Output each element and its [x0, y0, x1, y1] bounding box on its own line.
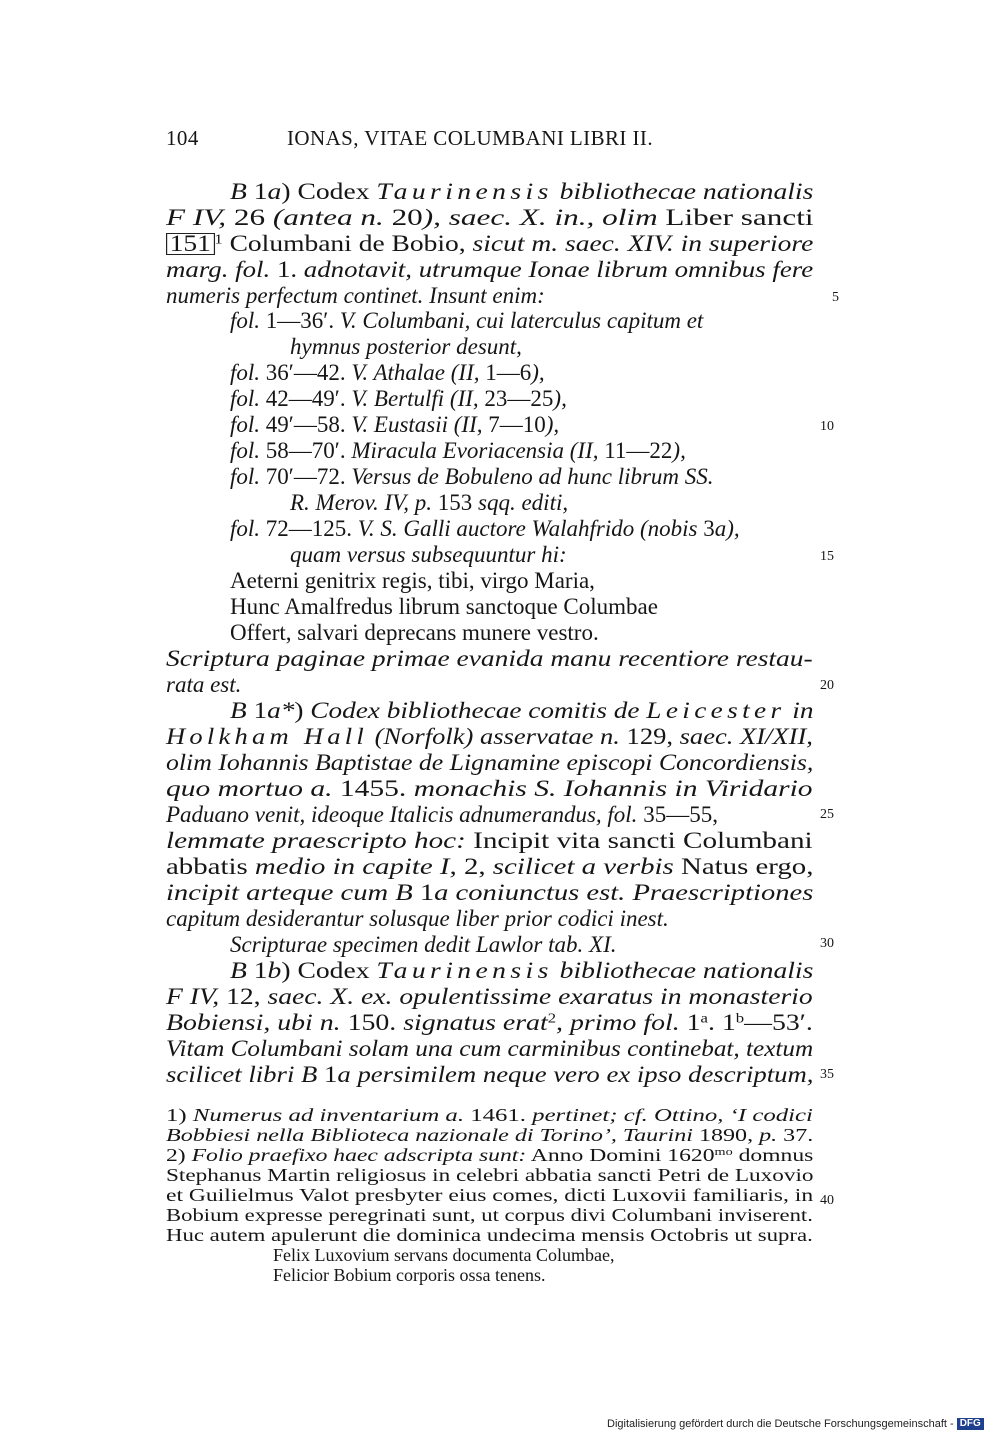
text-segment: 7—10: [482, 412, 546, 437]
text-segment: abbatis: [166, 854, 255, 879]
footnote-line: [166, 1105, 813, 1125]
text-segment: a),: [714, 516, 740, 541]
text-segment: 129,: [619, 724, 680, 749]
text-line: [166, 1010, 813, 1036]
text-segment: p.: [759, 1125, 778, 1145]
text-segment: numeris perfectum continet. Insunt enim:: [166, 283, 545, 308]
line-number: 40: [820, 1193, 834, 1208]
text-segment: 35—55,: [637, 802, 718, 827]
text-line: [166, 205, 814, 231]
footnote-line: [166, 1125, 813, 1145]
text-segment: monachis S. Iohannis in Viridario: [413, 776, 813, 801]
text-segment: Vitam Columbani solam una cum carminibus continebat, textum: [166, 1036, 814, 1061]
text-segment: rata est.: [166, 672, 242, 697]
text-segment: 153: [432, 490, 479, 515]
text-segment: Incipit vita sancti Columbani: [465, 828, 813, 853]
text-segment: Scriptura paginae primae evanida manu recentiore restau-: [166, 646, 813, 671]
text-segment: domnus: [732, 1145, 814, 1165]
text-segment: V. S. Galli auctore Walahfrido (nobis: [357, 516, 698, 541]
superscript: a: [700, 1010, 708, 1026]
text-segment: ): [281, 179, 298, 204]
text-segment: (antea n.: [272, 205, 384, 230]
text-segment: Felicior Bobium corporis ossa tenens.: [273, 1265, 546, 1285]
text-segment: Folio praefixo haec adscripta sunt:: [191, 1145, 527, 1165]
text-segment: quam versus subsequuntur hi:: [290, 542, 567, 567]
text-segment: bibliothecae nationalis: [552, 179, 814, 204]
text-segment: pertinet; cf. Ottino, ‘I codici: [532, 1105, 813, 1125]
text-line: [166, 724, 813, 750]
credit-text: Digitalisierung gefördert durch die Deutsche Forschungsgemeinschaft -: [607, 1418, 954, 1430]
text-segment: 1: [317, 1062, 338, 1087]
text-segment: Felix Luxovium servans documenta Columbae,: [273, 1245, 615, 1265]
text-segment: bibliothecae nationalis: [552, 958, 814, 983]
text-segment: Hunc Amalfredus librum sanctoque Columbae: [230, 594, 658, 619]
text-segment: 36′—42.: [260, 360, 352, 385]
text-segment: saec. X. ex. opulentissime exaratus in monasterio: [267, 984, 813, 1009]
text-segment: 72—125.: [260, 516, 358, 541]
text-segment: a: [267, 179, 282, 204]
text-segment: 2,: [456, 854, 493, 879]
text-line: [290, 334, 522, 360]
text-line: [166, 880, 813, 906]
text-line: [166, 984, 813, 1010]
digitization-credit: [607, 1418, 984, 1431]
text-segment: Taurinensis: [376, 179, 553, 204]
text-segment: 3: [697, 516, 715, 541]
text-line: [166, 283, 545, 309]
text-segment: 2): [166, 1145, 192, 1165]
text-line: [230, 438, 686, 464]
text-segment: Miracula Evoriacensia (II,: [351, 438, 599, 463]
text-segment: 1890,: [692, 1125, 760, 1145]
text-line: [290, 490, 568, 516]
text-segment: Columbani de Bobio,: [222, 231, 473, 256]
text-segment: quo mortuo a.: [166, 776, 333, 801]
text-segment: 1): [166, 1105, 193, 1125]
text-segment: Huc autem apulerunt die dominica undecima mensis Octobris ut supra.: [166, 1225, 813, 1245]
text-segment: adnotavit, utrumque Ionae librum omnibus fere: [303, 257, 814, 282]
text-segment: 1461.: [464, 1105, 533, 1125]
text-segment: incipit arteque cum B: [166, 880, 413, 905]
text-segment: 1—6: [479, 360, 532, 385]
text-segment: Scripturae specimen dedit Lawlor tab. XI.: [230, 932, 617, 957]
text-segment: V. Athalae (II,: [351, 360, 480, 385]
text-segment: Leicester: [646, 698, 786, 723]
text-segment: a persimilem neque vero ex ipso descriptum,: [337, 1062, 814, 1087]
text-segment: Stephanus Martin religiosus in celebri abbatia sancti Petri de Luxovio: [166, 1165, 814, 1185]
text-segment: 70′—72.: [260, 464, 352, 489]
text-line: [166, 1062, 813, 1088]
text-segment: scilicet libri B: [166, 1062, 318, 1087]
text-segment: fol.: [230, 360, 261, 385]
text-segment: Taurinensis: [376, 958, 553, 983]
text-line: [230, 308, 703, 334]
footnote-line: [273, 1265, 545, 1285]
text-segment: B: [230, 179, 247, 204]
text-segment: F IV,: [166, 984, 220, 1009]
text-segment: medio in capite I,: [254, 854, 457, 879]
text-segment: (Norfolk) asservatae n.: [367, 724, 620, 749]
text-segment: lemmate praescripto hoc:: [166, 828, 466, 853]
text-segment: sicut m. saec. XIV. in superiore: [472, 231, 814, 256]
text-segment: Bobiensi, ubi n.: [166, 1010, 341, 1035]
footnote-line: [166, 1185, 813, 1205]
text-segment: ): [294, 698, 311, 723]
text-segment: marg. fol.: [166, 257, 271, 282]
superscript: 2: [547, 1010, 557, 1026]
text-segment: a coniunctus est. Praescriptiones: [434, 880, 814, 905]
text-segment: hymnus posterior desunt,: [290, 334, 522, 359]
text-segment: Liber sancti: [657, 205, 814, 230]
text-segment: fol.: [230, 464, 261, 489]
text-segment: 1: [246, 698, 268, 723]
text-segment: 1—36′.: [260, 308, 340, 333]
text-segment: F IV,: [166, 205, 227, 230]
text-segment: ),: [545, 412, 560, 437]
text-segment: B: [230, 958, 247, 983]
text-segment: et Guilielmus Valot presbyter eius comes, dicti Luxovii familiaris, in: [166, 1185, 814, 1205]
text-line: [166, 257, 813, 283]
text-segment: Codex: [297, 958, 377, 983]
line-number: 15: [820, 549, 834, 564]
dfg-logo-icon: DFG: [957, 1418, 984, 1430]
text-segment: Codex bibliothecae comitis de: [310, 698, 647, 723]
text-segment: 1: [246, 958, 268, 983]
text-segment: 37.: [777, 1125, 814, 1145]
text-line: [166, 672, 241, 698]
text-line: [230, 932, 617, 958]
text-segment: saec. XI/XII,: [679, 724, 813, 749]
text-line: [166, 802, 718, 828]
text-segment: a*: [267, 698, 295, 723]
superscript: 1: [214, 231, 223, 247]
text-segment: Holkham Hall: [166, 724, 368, 749]
running-title: IONAS, VITAE COLUMBANI LIBRI II.: [287, 126, 654, 150]
footnote-line: [166, 1165, 814, 1185]
text-segment: fol.: [230, 516, 261, 541]
text-line: [166, 231, 813, 257]
text-segment: scilicet a verbis: [492, 854, 674, 879]
text-line: [166, 854, 813, 880]
text-segment: [512, 205, 520, 230]
text-segment: 1455.: [332, 776, 414, 801]
text-line: [230, 179, 813, 205]
text-segment: X. in.,: [519, 205, 595, 230]
text-segment: 1.: [270, 257, 304, 282]
text-line: [290, 542, 567, 568]
text-segment: . 1: [707, 1010, 736, 1035]
text-segment: capitum desiderantur solusque liber prior codici inest.: [166, 906, 669, 931]
line-number: 35: [820, 1067, 834, 1082]
text-segment: ),: [672, 438, 686, 463]
text-line: [230, 958, 813, 984]
superscript: mo: [714, 1146, 733, 1159]
text-line: [230, 594, 658, 620]
text-segment: Anno Domini 1620: [526, 1145, 715, 1165]
text-segment: 20: [383, 205, 423, 230]
text-segment: B: [230, 698, 247, 723]
text-line: [166, 776, 813, 802]
text-segment: Aeterni genitrix regis, tibi, virgo Maria,: [230, 568, 595, 593]
text-segment: 1: [412, 880, 435, 905]
footnote-line: [273, 1245, 614, 1265]
text-segment: 26: [226, 205, 273, 230]
text-line: [230, 464, 714, 490]
text-segment: V. Columbani, cui laterculus capitum et: [339, 308, 704, 333]
text-segment: b: [267, 958, 282, 983]
text-line: [230, 620, 599, 646]
text-segment: 12,: [219, 984, 268, 1009]
text-segment: in: [785, 698, 814, 723]
footnote-line: [166, 1145, 813, 1165]
text-segment: 1: [246, 179, 268, 204]
text-segment: Bobbiesi nella Biblioteca nazionale di Torino’, Taurini: [166, 1125, 693, 1145]
text-line: [166, 828, 813, 854]
text-segment: 49′—58.: [260, 412, 352, 437]
footnote-line: [166, 1205, 813, 1225]
text-segment: Numerus ad inventarium a.: [192, 1105, 465, 1125]
marginal-folio-box: 151: [166, 233, 214, 255]
text-segment: Codex: [297, 179, 377, 204]
text-segment: olim: [602, 205, 658, 230]
text-line: [230, 412, 559, 438]
text-segment: fol.: [230, 386, 261, 411]
line-number: 10: [820, 419, 834, 434]
superscript: b: [735, 1010, 745, 1026]
text-segment: R. Merov. IV, p.: [290, 490, 433, 515]
page-number: 104: [166, 126, 199, 150]
text-segment: olim Iohannis Baptistae de Lignamine episcopi Concordiensis,: [166, 750, 814, 775]
text-segment: fol.: [230, 308, 261, 333]
text-segment: ),: [553, 386, 567, 411]
text-line: [230, 360, 545, 386]
line-number: 30: [820, 936, 834, 951]
text-line: [230, 698, 813, 724]
text-segment: Paduano venit, ideoque Italicis adnumerandus, fol.: [166, 802, 638, 827]
text-segment: signatus erat: [403, 1010, 548, 1035]
text-segment: 1: [679, 1010, 701, 1035]
footnote-line: [166, 1225, 813, 1245]
text-line: [230, 568, 595, 594]
text-line: [230, 516, 740, 542]
text-line: [166, 750, 813, 776]
text-line: [166, 646, 813, 672]
text-segment: sqq. editi,: [478, 490, 569, 515]
line-number: 25: [820, 807, 834, 822]
text-segment: 23—25: [478, 386, 554, 411]
text-segment: 58—70′.: [260, 438, 352, 463]
text-segment: Versus de Bobuleno ad hunc librum SS.: [351, 464, 714, 489]
line-number: 20: [820, 678, 834, 693]
text-line: [166, 1036, 813, 1062]
text-segment: 42—49′.: [260, 386, 352, 411]
text-segment: V. Eustasii (II,: [351, 412, 483, 437]
text-segment: Bobium expresse peregrinati sunt, ut corpus divi Columbani inviserent.: [166, 1205, 813, 1225]
text-segment: 150.: [340, 1010, 404, 1035]
text-segment: —53′.: [744, 1010, 813, 1035]
text-segment: V. Bertulfi (II,: [351, 386, 479, 411]
line-number: 5: [832, 290, 839, 305]
text-segment: Offert, salvari deprecans munere vestro.: [230, 620, 599, 645]
text-segment: , primo fol.: [556, 1010, 680, 1035]
text-segment: [594, 205, 602, 230]
text-segment: ),: [531, 360, 545, 385]
text-segment: Natus ergo,: [673, 854, 814, 879]
text-segment: fol.: [230, 412, 261, 437]
text-segment: 11—22: [598, 438, 673, 463]
text-segment: ), saec.: [422, 205, 513, 230]
text-line: [230, 386, 567, 412]
text-segment: ): [281, 958, 298, 983]
text-segment: fol.: [230, 438, 261, 463]
text-line: [166, 906, 669, 932]
